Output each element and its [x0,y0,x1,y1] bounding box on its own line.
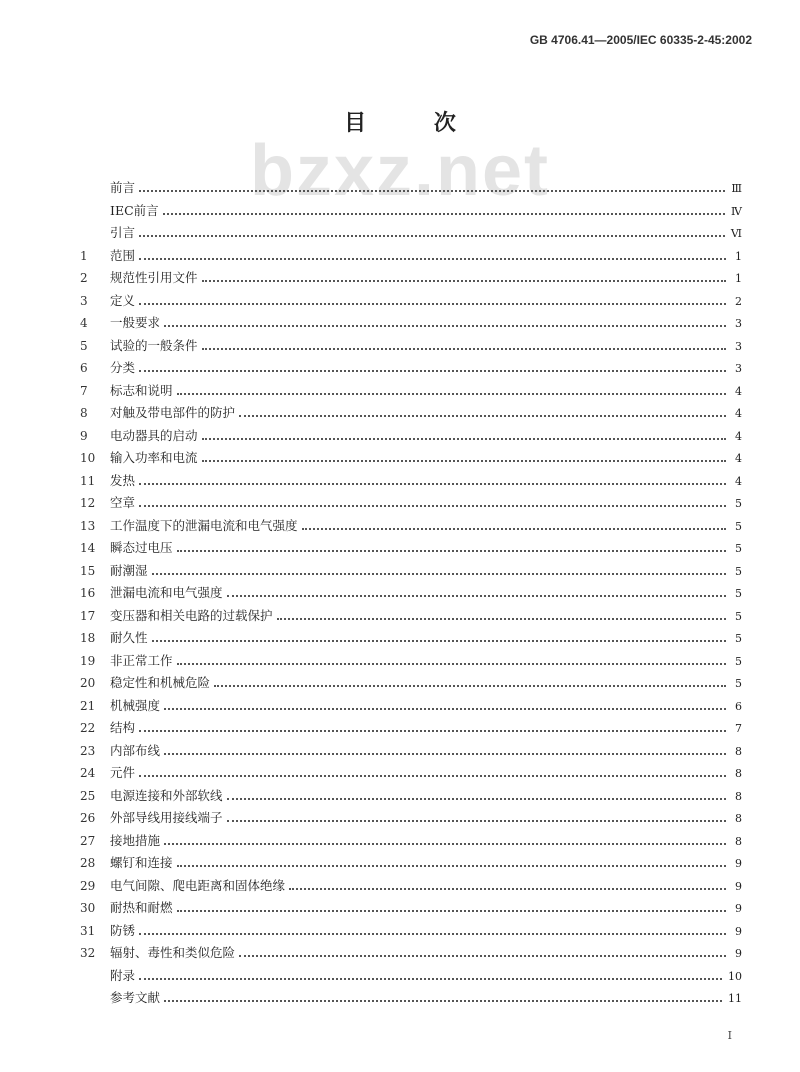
toc-entry-title: 前言 [110,180,136,195]
toc-entry-title: 稳定性和机械危险 [110,675,211,690]
toc-entry-page: 9 [735,857,742,870]
toc-leader-dots [227,819,726,822]
toc-entry-title: IEC前言 [110,202,159,218]
toc-leader-dots [177,909,726,912]
toc-entry-number: 15 [80,563,96,578]
toc-entry-title: 螺钉和连接 [110,855,173,870]
toc-entry-title: 对触及带电部件的防护 [110,405,236,420]
toc-entry-page: 4 [735,452,742,465]
toc-entry [80,447,742,470]
toc-entry [80,942,742,965]
toc-entry-page: 8 [735,834,742,848]
toc-entry [80,357,742,380]
toc-entry-page: 5 [735,677,742,690]
toc-entry [80,222,742,245]
toc-entry-page: 6 [735,699,742,713]
toc-entry [80,537,742,560]
toc-entry-number: 17 [80,608,96,623]
toc-leader-dots [289,887,726,890]
toc-entry-title: 瞬态过电压 [110,540,173,555]
toc-leader-dots [164,707,726,710]
toc-entry-number: 20 [80,676,96,690]
toc-entry-page: 9 [735,879,742,893]
toc-entry-title: 机械强度 [110,697,161,713]
toc-entry-title: 附录 [110,967,136,983]
toc-entry-title: 输入功率和电流 [110,450,198,465]
toc-leader-dots [214,684,726,687]
toc-entry-title: 引言 [110,225,136,240]
toc-entry-title: 标志和说明 [110,382,173,398]
toc-entry-number: 14 [80,541,96,555]
toc-entry-number: 7 [80,383,88,398]
toc-entry-page: Ⅲ [731,182,742,195]
toc-entry [80,515,742,538]
toc-entry-page: 3 [735,362,742,375]
toc-leader-dots [164,842,726,845]
toc-entry-page: 4 [735,429,742,443]
toc-entry-number: 1 [80,248,88,263]
toc-entry-page: 8 [735,767,742,780]
toc-entry-number: 12 [80,496,96,510]
toc-entry [80,852,742,875]
toc-entry-page: 3 [735,339,742,353]
toc-entry-page: 4 [735,407,742,420]
toc-entry-number: 3 [80,293,88,308]
toc-leader-dots [302,527,726,530]
toc-leader-dots [177,864,726,867]
toc-entry [80,875,742,898]
toc-entry-page: 1 [735,272,742,285]
toc-entry-page: 9 [735,924,742,938]
toc-entry-number: 25 [80,788,96,803]
toc-entry-page: 9 [735,947,742,960]
toc-entry-number: 21 [80,698,96,713]
toc-entry [80,177,742,200]
toc-entry [80,897,742,920]
toc-entry-number: 18 [80,631,96,645]
toc-entry-page: 1 [735,249,742,263]
toc-entry-page: 5 [735,632,742,645]
toc-entry-page: 5 [735,542,742,555]
toc-entry-number: 22 [80,721,96,735]
toc-leader-dots [202,437,726,440]
toc-leader-dots [202,459,726,462]
toc-entry-page: Ⅵ [730,227,742,240]
toc-entry-title: 耐久性 [110,630,148,645]
toc-entry [80,200,742,223]
toc-leader-dots [139,257,726,260]
toc-entry-number: 4 [80,316,88,330]
toc-leader-dots [202,279,726,282]
toc-leader-dots [139,189,725,192]
toc-entry [80,245,742,268]
toc-entry-number: 26 [80,811,96,825]
toc-entry-title: 电气间隙、爬电距离和固体绝缘 [110,877,286,893]
toc-entry-title: 发热 [110,472,136,488]
toc-entry-number: 6 [80,361,88,375]
toc-entry-number: 8 [80,406,88,420]
toc-entry-title: 接地措施 [110,832,161,848]
toc-entry-number: 2 [80,271,88,285]
toc-entry-page: Ⅳ [731,204,742,218]
toc-entry-number: 19 [80,653,96,668]
toc-leader-dots [139,482,726,485]
toc-leader-dots [177,662,726,665]
toc-leader-dots [139,774,726,777]
toc-entry-number: 30 [80,901,96,915]
toc-entry [80,965,742,988]
toc-entry-page: 5 [735,564,742,578]
toc-entry-number: 11 [80,473,96,488]
toc-entry-number: 31 [80,923,96,938]
toc-leader-dots [139,504,726,507]
toc-entry-title: 规范性引用文件 [110,270,198,285]
toc-entry-title: 耐潮湿 [110,562,148,578]
toc-entry-title: 内部布线 [110,742,161,758]
toc-leader-dots [177,392,726,395]
toc-entry [80,560,742,583]
toc-entry [80,762,742,785]
toc-entry [80,425,742,448]
toc-leader-dots [202,347,726,350]
toc-entry-title: 电动器具的启动 [110,427,198,443]
toc-entry-title: 试验的一般条件 [110,337,198,353]
toc-entry-title: 防锈 [110,922,136,938]
toc-entry-title: 一般要求 [110,315,161,330]
toc-entry [80,380,742,403]
standard-code: GB 4706.41—2005/IEC 60335-2-45:2002 [529,33,752,47]
toc-entry [80,740,742,763]
toc-entry [80,335,742,358]
toc-entry-title: 非正常工作 [110,652,173,668]
toc-entry-page: 2 [735,294,742,308]
toc-entry-page: 5 [735,609,742,623]
toc-leader-dots [239,414,726,417]
toc-leader-dots [139,932,726,935]
toc-entry-page: 5 [735,587,742,600]
toc-entry-title: 泄漏电流和电气强度 [110,585,223,600]
toc-entry [80,672,742,695]
toc-entry-title: 定义 [110,292,136,308]
toc-entry [80,267,742,290]
toc-entry-number: 13 [80,518,96,533]
toc-entry-number: 28 [80,856,96,870]
toc-entry-title: 辐射、毒性和类似危险 [110,945,236,960]
toc-leader-dots [227,797,726,800]
toc-entry-number: 10 [80,451,96,465]
toc-entry-page: 10 [728,969,742,983]
toc-entry-title: 范围 [110,247,136,263]
toc-entry-page: 8 [735,789,742,803]
toc-entry-number: 24 [80,766,96,780]
toc-entry [80,312,742,335]
toc-leader-dots [152,572,726,575]
toc-entry-number: 32 [80,946,96,960]
toc-entry [80,605,742,628]
toc-entry [80,290,742,313]
toc-entry-title: 耐热和耐燃 [110,900,173,915]
toc-entry [80,717,742,740]
toc-entry-title: 外部导线用接线端子 [110,810,223,825]
toc-entry [80,987,742,1010]
toc-entry [80,830,742,853]
toc-entry-page: 8 [735,812,742,825]
toc-entry [80,695,742,718]
toc-leader-dots [139,977,722,980]
toc-entry-page: 4 [735,474,742,488]
toc-leader-dots [164,324,726,327]
table-of-contents [80,177,742,1010]
toc-entry-page: 9 [735,902,742,915]
toc-entry-number: 23 [80,743,96,758]
toc-entry-title: 工作温度下的泄漏电流和电气强度 [110,517,298,533]
toc-entry-title: 参考文献 [110,990,161,1005]
toc-entry [80,650,742,673]
toc-leader-dots [164,752,726,755]
toc-entry [80,492,742,515]
toc-leader-dots [164,999,722,1002]
toc-leader-dots [152,639,726,642]
toc-leader-dots [227,594,726,597]
toc-entry [80,582,742,605]
toc-entry-page: 8 [735,744,742,758]
toc-entry [80,627,742,650]
toc-entry [80,470,742,493]
toc-entry-number: 5 [80,338,88,353]
toc-entry-title: 结构 [110,720,136,735]
toc-entry-title: 变压器和相关电路的过载保护 [110,607,273,623]
toc-entry-page: 3 [735,317,742,330]
toc-entry-title: 空章 [110,495,136,510]
toc-entry-page: 5 [735,497,742,510]
page-title: 目 次 [344,110,486,136]
toc-entry [80,920,742,943]
watermark: bzxz.net [249,131,551,211]
toc-entry [80,402,742,425]
toc-entry-title: 电源连接和外部软线 [110,787,223,803]
toc-entry-title: 元件 [110,765,136,780]
toc-leader-dots [139,302,726,305]
toc-leader-dots [163,212,725,215]
toc-entry [80,807,742,830]
toc-leader-dots [177,549,726,552]
toc-entry-title: 分类 [110,360,136,375]
toc-entry-page: 5 [735,654,742,668]
toc-entry-number: 9 [80,428,88,443]
toc-leader-dots [139,729,726,732]
toc-entry-page: 5 [735,519,742,533]
toc-entry-page: 4 [735,384,742,398]
page-number: I [727,1029,732,1042]
toc-leader-dots [239,954,726,957]
toc-entry-page: 11 [728,992,742,1005]
toc-leader-dots [139,369,726,372]
toc-entry [80,785,742,808]
toc-leader-dots [277,617,726,620]
toc-leader-dots [139,234,725,237]
toc-entry-number: 27 [80,833,96,848]
toc-entry-number: 16 [80,586,96,600]
toc-entry-page: 7 [735,722,742,735]
toc-entry-number: 29 [80,878,96,893]
